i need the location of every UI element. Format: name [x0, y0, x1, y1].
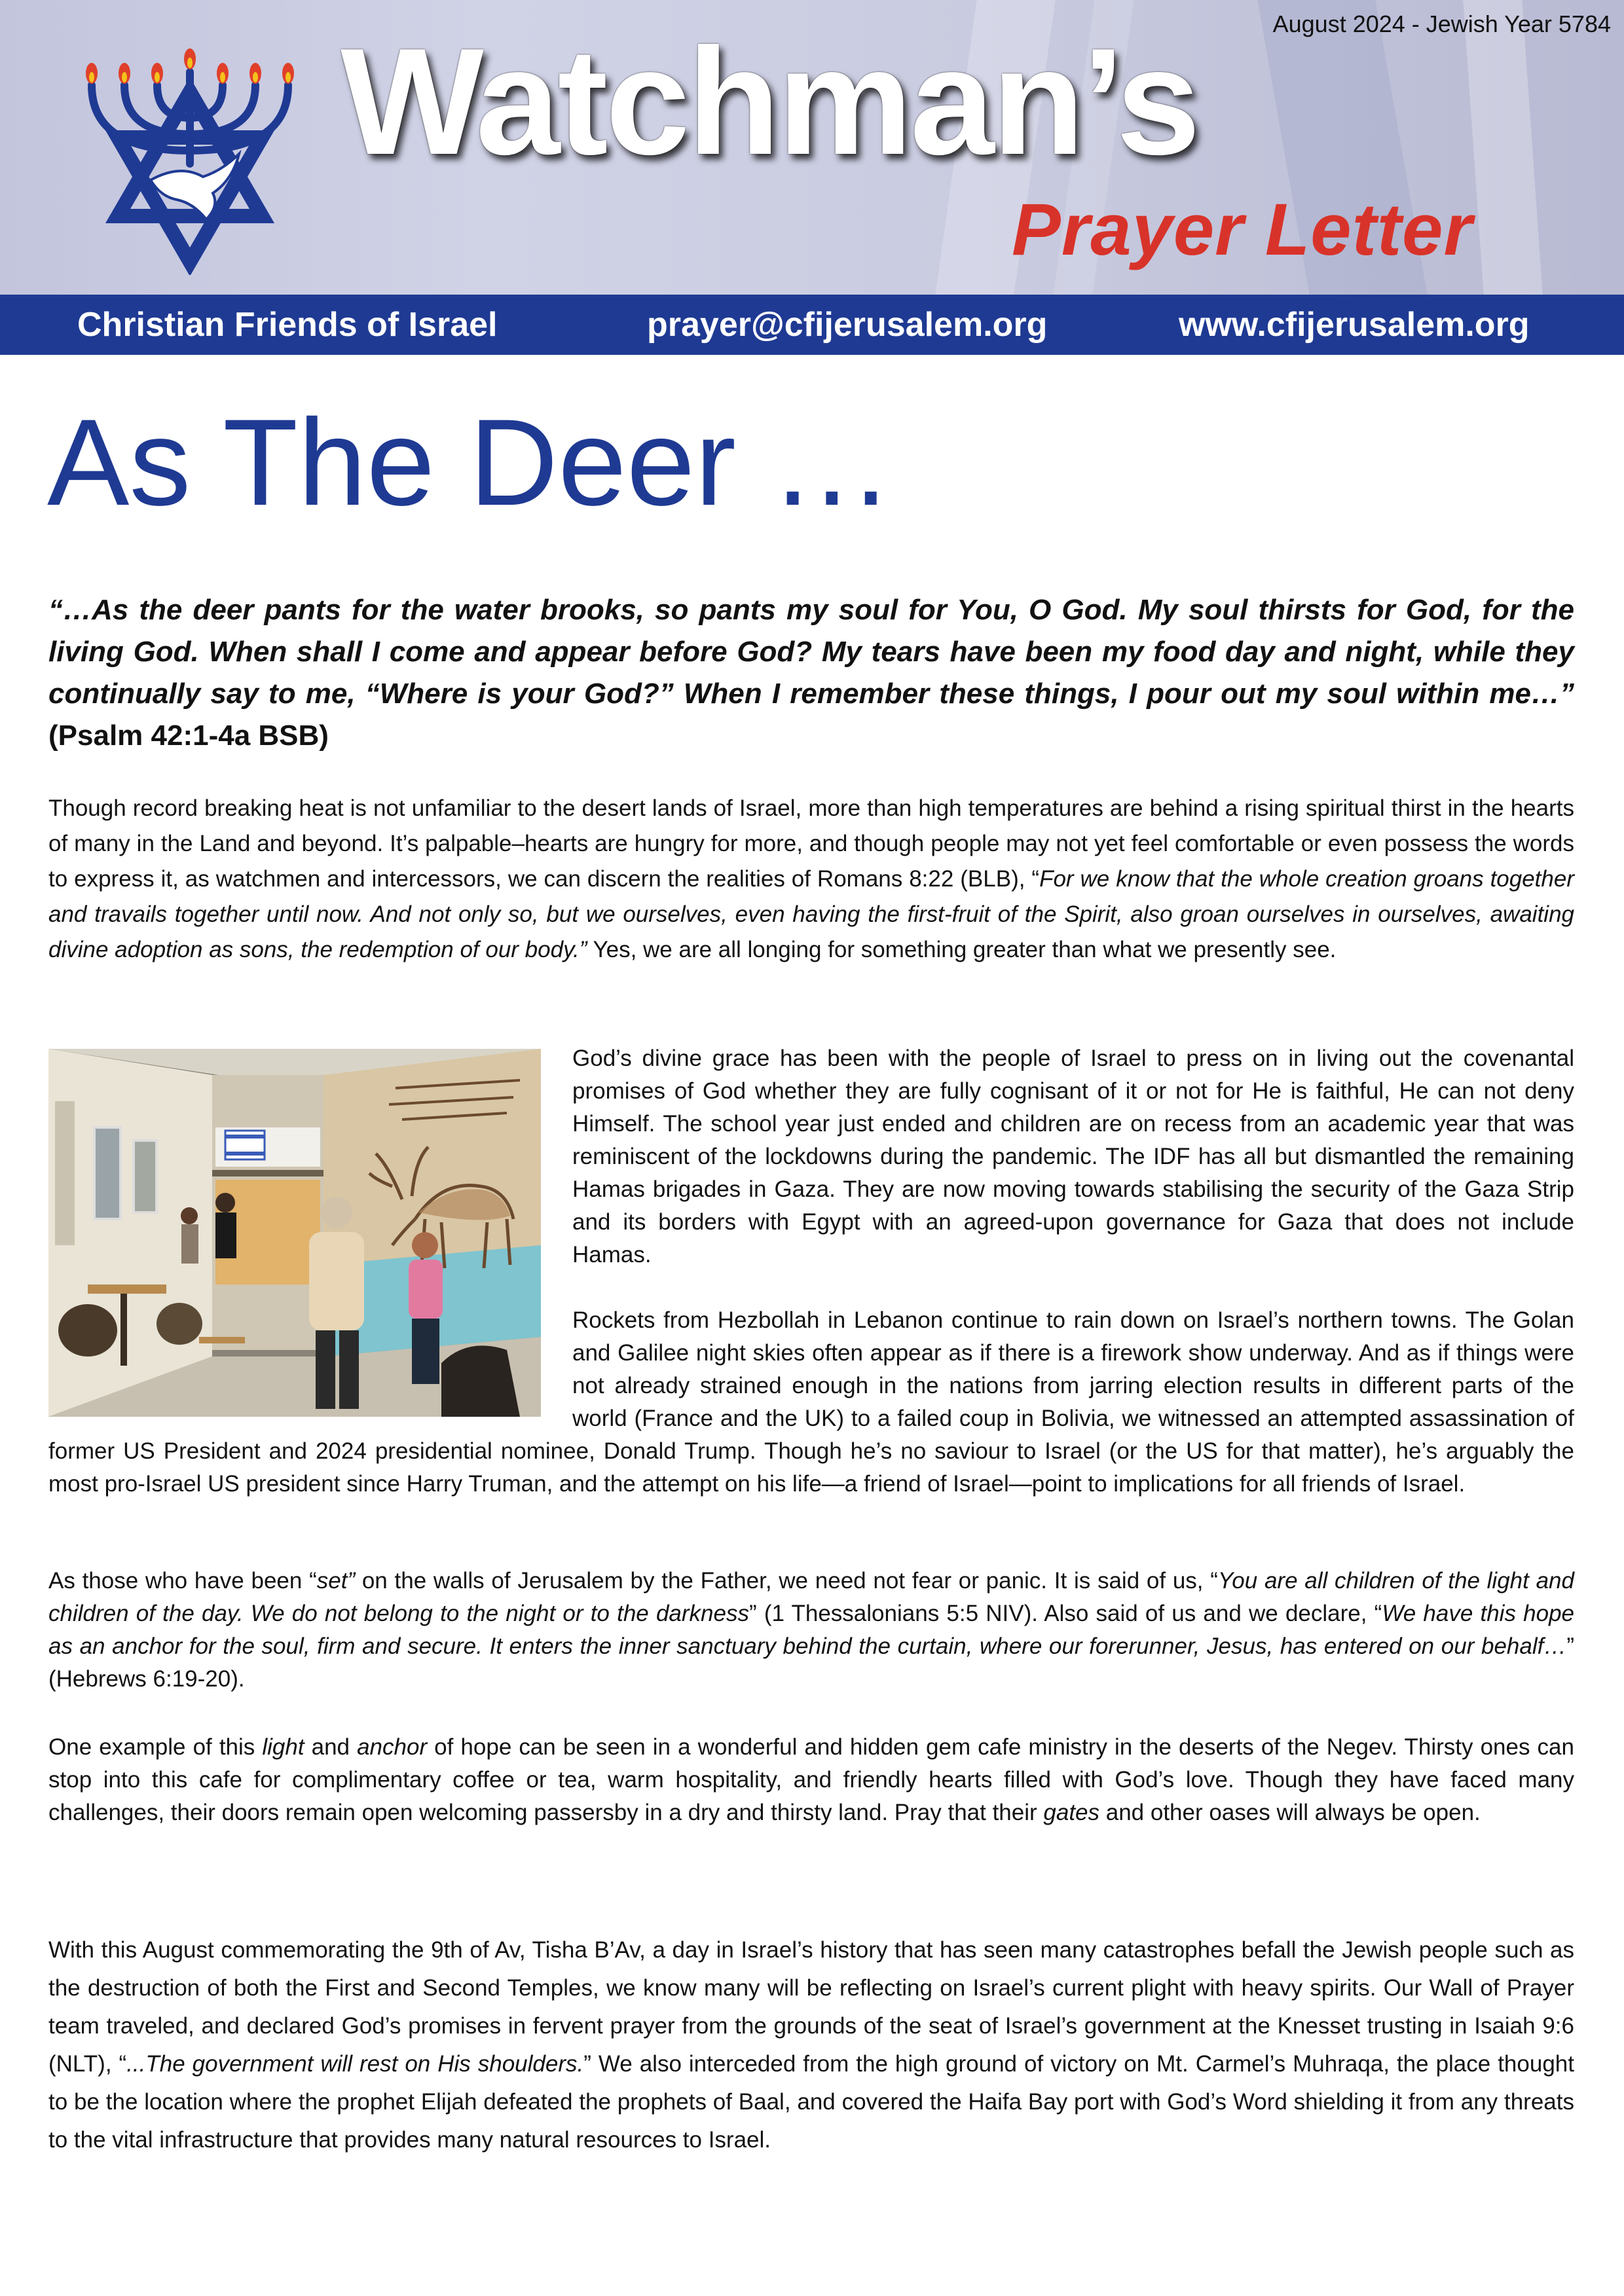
text-run: As those who have been “ [48, 1568, 317, 1594]
paragraph-cafe [48, 1731, 1574, 1829]
text-run-italic: For we know that the whole creation groans together and travails together until now. And not only so, but we ourselves, even having the first-fruit of the Spirit, also groan ourselves in ourselves, awaiting divine adoption as sons, the redemption of our body.” [48, 866, 1574, 962]
text-run: and [304, 1734, 358, 1760]
text-run: on the walls of Jerusalem by the Father, we need not fear or panic. It is said of us, “ [355, 1568, 1218, 1594]
text-run-italic: gates [1043, 1800, 1100, 1825]
organization-name: Christian Friends of Israel [77, 306, 498, 344]
text-run-italic: ...The government will rest on His shoulders. [126, 2051, 584, 2077]
paragraph-tisha-bav [48, 1931, 1574, 2159]
masthead-subtitle: Prayer Letter [1012, 189, 1473, 270]
text-run: With this August commemorating the 9th of Av, Tisha B’Av, a day in Israel’s history that has seen many catastrophes befall the Jewish people such as the destruction of both the First and Second Temples, we know many will be reflecting on Israel’s current plight with heavy spirits. Our Wall of Prayer team traveled, and declared God’s promises in fervent prayer from the grounds of the seat of Israel’s government at the Knesset trusting in Isaiah 9:6 (NLT), “ [48, 1937, 1574, 2077]
text-run: ” We also interceded from the high ground of victory on Mt. Carmel’s Muhraqa, the place thought to be the location where the prophet Elijah defeated the prophets of Baal, and covered the Haifa Bay port with God’s Word shielding it from any threats to the vital infrastructure that provides many natural resources to Israel. [48, 2051, 1574, 2153]
text-run-italic: light [262, 1734, 304, 1760]
text-run-italic: set” [316, 1568, 356, 1594]
paragraph-grace: God’s divine grace has been with the people of Israel to press on in living out the covenantal promises of God whether they are fully cognisant of it or not for He is faithful, He can not deny Himself. The school year just ended and children are on recess from an academic year that was reminiscent of the lockdowns during the pandemic. The IDF has all but dismantled the remaining Hamas brigades in Gaza. They are now moving towards stabilising the security of the Gaza Strip and its borders with Egypt with an agreed-upon governance for Gaza that does not include Hamas. [572, 1046, 1574, 1267]
menorah-star-dove-icon [72, 39, 308, 275]
text-run: One example of this [48, 1734, 263, 1760]
contact-bar [0, 295, 1624, 355]
text-run-italic: anchor [357, 1734, 428, 1760]
article-wrap-block [48, 1042, 1574, 1501]
text-run: ” (Hebrews 6:19-20). [48, 1633, 1574, 1692]
email-link[interactable]: prayer@cfijerusalem.org [647, 306, 1048, 344]
article-headline: As The Deer … [47, 393, 894, 531]
scripture-quote [48, 589, 1574, 757]
text-run-italic: We have this hope as an anchor for the soul, firm and secure. It enters the inner sanctuary behind the curtain, where our forerunner, Jesus, has entered on our behalf… [48, 1601, 1574, 1659]
website-link[interactable]: www.cfijerusalem.org [1179, 306, 1530, 344]
text-run: Though record breaking heat is not unfamiliar to the desert lands of Israel, more than high temperatures are behind a rising spiritual thirst in the hearts of many in the Land and beyond. It’s palpable–hearts are hungry for more, and though people may not yet feel comfortable or even possess the words to express it, as watchmen and intercessors, we can discern the realities of Romans 8:22 (BLB), “ [48, 795, 1574, 892]
paragraph-rockets: Rockets from Hezbollah in Lebanon continue to rain down on Israel’s northern towns. The Golan and Galilee night skies often appear as if there is a firework show underway. And as if things were not already strained enough in the nations from jarring election results in different parts of the world (France and the UK) to a failed coup in Bolivia, we witnessed an attempted assassination of former US President and 2024 presidential nominee, Donald Trump. Though he’s no saviour to Israel (or the US for that matter), he’s arguably the most pro-Israel US president since Harry Truman, and the attempt on his life—a friend of Israel—point to implications for all friends of Israel. [48, 1307, 1574, 1497]
scripture-quote-text: “…As the deer pants for the water brooks, so pants my soul for You, O God. My soul thirsts for God, for the living God. When shall I come and appear before God? My tears have been my food day and night, while they continually say to me, “Where is your God?” When I remember these things, I pour out my soul within me…” [48, 594, 1574, 710]
masthead [0, 0, 1624, 295]
paragraph-intro [48, 791, 1574, 968]
text-run: of hope can be seen in a wonderful and hidden gem cafe ministry in the deserts of the Negev. Thirsty ones can stop into this cafe for complimentary coffee or tea, warm hospitality, and friendly hearts filled with God’s love. Though they have faced many challenges, their doors remain open welcoming passersby in a dry and thirsty land. Pray that their [48, 1734, 1574, 1825]
text-run: ” (1 Thessalonians 5:5 NIV). Also said of us and we declare, “ [748, 1601, 1382, 1626]
text-run: and other oases will always be open. [1099, 1800, 1481, 1825]
photo-spacer [48, 1042, 572, 1423]
masthead-title: Watchman’s [341, 17, 1198, 187]
text-run-italic: You are all children of the light and children of the day. We do not belong to the night or to the darkness [48, 1568, 1574, 1626]
scripture-reference: (Psalm 42:1-4a BSB) [48, 720, 329, 752]
issue-date: August 2024 - Jewish Year 5784 [1272, 10, 1611, 37]
paragraph-watchmen [48, 1565, 1574, 1696]
background-stripe [1463, 0, 1542, 295]
text-run: Yes, we are all longing for something greater than what we presently see. [587, 937, 1337, 962]
